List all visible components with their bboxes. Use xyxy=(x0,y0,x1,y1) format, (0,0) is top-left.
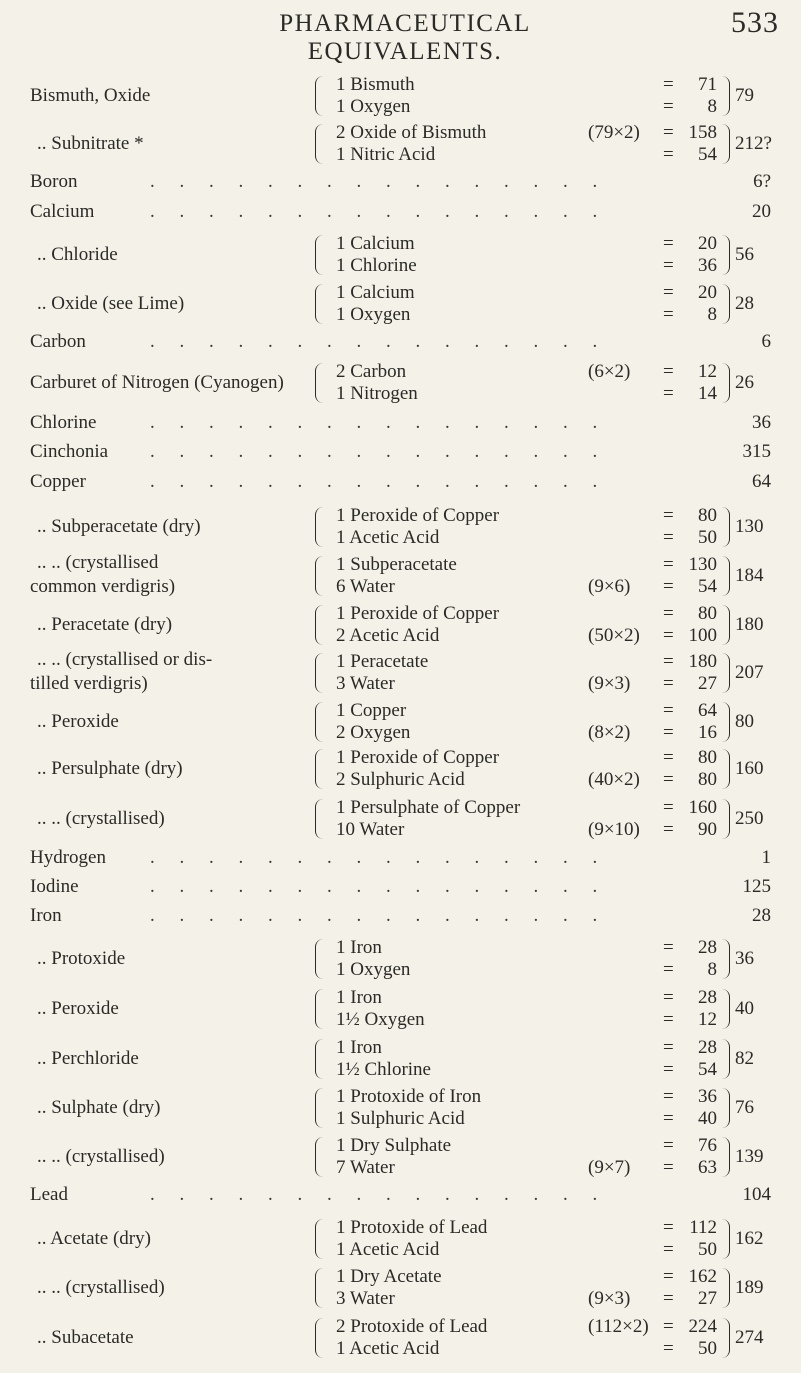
entry-name: .. Oxide (see Lime) xyxy=(37,293,185,314)
equivalent-value: 64 xyxy=(752,471,771,492)
leader-dots: . . . . . . . . . . . . . . . . xyxy=(150,471,608,492)
equals-sign: = xyxy=(663,304,674,325)
equivalent-value: 315 xyxy=(742,441,771,462)
grouping-brace xyxy=(315,653,328,693)
grouping-brace xyxy=(315,1268,328,1308)
equivalent-total: 250 xyxy=(735,808,764,829)
multiplier: (112×2) xyxy=(588,1316,649,1337)
component: 1 Oxygen xyxy=(336,96,411,117)
page-number: 533 xyxy=(731,6,779,39)
equals-sign: = xyxy=(663,722,674,743)
entry-name: .. Sulphate (dry) xyxy=(37,1097,161,1118)
component: 2 Oxygen xyxy=(336,722,411,743)
equals-sign: = xyxy=(663,769,674,790)
sum-brace xyxy=(719,1318,730,1358)
equals-sign: = xyxy=(663,576,674,597)
entry-name: .. Subnitrate * xyxy=(37,133,144,154)
component: 1 Protoxide of Iron xyxy=(336,1086,482,1107)
sum-brace xyxy=(719,702,730,742)
equivalent-total: 28 xyxy=(735,293,754,314)
equals-sign: = xyxy=(663,1217,674,1238)
page-header xyxy=(0,6,801,65)
grouping-brace xyxy=(315,284,328,324)
grouping-brace xyxy=(315,1088,328,1128)
component: 1 Peroxide of Copper xyxy=(336,505,500,526)
component-value: 8 xyxy=(707,304,717,325)
component-value: 27 xyxy=(698,1288,717,1309)
component-value: 16 xyxy=(698,722,717,743)
sum-brace xyxy=(719,556,730,596)
component-value: 28 xyxy=(698,1037,717,1058)
equals-sign: = xyxy=(663,1316,674,1337)
leader-dots: . . . . . . . . . . . . . . . . xyxy=(150,905,608,926)
equivalent-value: 104 xyxy=(742,1184,771,1205)
grouping-brace xyxy=(315,1219,328,1259)
equivalent-total: 207 xyxy=(735,662,764,683)
sum-brace xyxy=(719,235,730,275)
multiplier: (9×10) xyxy=(588,819,640,840)
equivalent-total: 80 xyxy=(735,711,754,732)
grouping-brace xyxy=(315,605,328,645)
entry-name: .. .. (crystallised or dis- xyxy=(37,649,213,670)
equivalent-total: 36 xyxy=(735,948,754,969)
equivalent-total: 160 xyxy=(735,758,764,779)
component-value: 28 xyxy=(698,987,717,1008)
component-value: 54 xyxy=(698,576,717,597)
leader-dots: . . . . . . . . . . . . . . . . xyxy=(150,441,608,462)
component-value: 54 xyxy=(698,144,717,165)
component-value: 64 xyxy=(698,700,717,721)
leader-dots: . . . . . . . . . . . . . . . . xyxy=(150,331,608,352)
grouping-brace xyxy=(315,124,328,164)
sum-brace xyxy=(719,124,730,164)
multiplier: (6×2) xyxy=(588,361,631,382)
equals-sign: = xyxy=(663,1288,674,1309)
component-value: 14 xyxy=(698,383,717,404)
equals-sign: = xyxy=(663,1157,674,1178)
equals-sign: = xyxy=(663,361,674,382)
multiplier: (40×2) xyxy=(588,769,640,790)
component-value: 90 xyxy=(698,819,717,840)
entry-name: Copper xyxy=(30,471,86,492)
equals-sign: = xyxy=(663,527,674,548)
entry-name: .. Peroxide xyxy=(37,711,119,732)
leader-dots: . . . . . . . . . . . . . . . . xyxy=(150,847,608,868)
component: 3 Water xyxy=(336,1288,395,1309)
component-value: 50 xyxy=(698,527,717,548)
equivalent-total: 139 xyxy=(735,1146,764,1167)
leader-dots: . . . . . . . . . . . . . . . . xyxy=(150,171,608,192)
entry-name: Iron xyxy=(30,905,62,926)
entry-name: Iodine xyxy=(30,876,79,897)
entry-name: Bismuth, Oxide xyxy=(30,85,151,106)
component-value: 20 xyxy=(698,233,717,254)
grouping-brace xyxy=(315,1039,328,1079)
entry-name: .. Perchloride xyxy=(37,1048,139,1069)
equals-sign: = xyxy=(663,1009,674,1030)
entry-name: .. Subacetate xyxy=(37,1327,134,1348)
grouping-brace xyxy=(315,363,328,403)
grouping-brace xyxy=(315,556,328,596)
equals-sign: = xyxy=(663,987,674,1008)
grouping-brace xyxy=(315,235,328,275)
component: 1 Dry Sulphate xyxy=(336,1135,452,1156)
grouping-brace xyxy=(315,1137,328,1177)
equals-sign: = xyxy=(663,603,674,624)
component-value: 80 xyxy=(698,505,717,526)
component: 1 Calcium xyxy=(336,282,415,303)
multiplier: (8×2) xyxy=(588,722,631,743)
equals-sign: = xyxy=(663,819,674,840)
equals-sign: = xyxy=(663,937,674,958)
sum-brace xyxy=(719,1088,730,1128)
equals-sign: = xyxy=(663,122,674,143)
component: 1 Nitric Acid xyxy=(336,144,436,165)
component: 1 Protoxide of Lead xyxy=(336,1217,488,1238)
component: 1 Iron xyxy=(336,937,382,958)
grouping-brace xyxy=(315,989,328,1029)
equivalent-value: 6? xyxy=(753,171,771,192)
entry-name: .. .. (crystallised xyxy=(37,552,159,573)
equals-sign: = xyxy=(663,1037,674,1058)
component: 1 Chlorine xyxy=(336,255,417,276)
component-value: 180 xyxy=(688,651,717,672)
component-value: 28 xyxy=(698,937,717,958)
equivalent-total: 40 xyxy=(735,998,754,1019)
sum-brace xyxy=(719,939,730,979)
sum-brace xyxy=(719,507,730,547)
grouping-brace xyxy=(315,1318,328,1358)
multiplier: (9×3) xyxy=(588,1288,631,1309)
equivalent-total: 274 xyxy=(735,1327,764,1348)
equivalent-total: 76 xyxy=(735,1097,754,1118)
equals-sign: = xyxy=(663,673,674,694)
entry-name: Boron xyxy=(30,171,78,192)
equivalent-total: 162 xyxy=(735,1228,764,1249)
equals-sign: = xyxy=(663,1108,674,1129)
entry-name: .. Peroxide xyxy=(37,998,119,1019)
equals-sign: = xyxy=(663,747,674,768)
equals-sign: = xyxy=(663,255,674,276)
equivalent-total: 130 xyxy=(735,516,764,537)
entry-name: Carbon xyxy=(30,331,86,352)
component-value: 71 xyxy=(698,74,717,95)
sum-brace xyxy=(719,284,730,324)
component: 1 Subperacetate xyxy=(336,554,457,575)
component: 1 Sulphuric Acid xyxy=(336,1108,465,1129)
component: 1 Acetic Acid xyxy=(336,527,440,548)
component: 3 Water xyxy=(336,673,395,694)
component: 1½ Chlorine xyxy=(336,1059,431,1080)
leader-dots: . . . . . . . . . . . . . . . . xyxy=(150,1184,608,1205)
component: 2 Sulphuric Acid xyxy=(336,769,465,790)
component: 1 Peroxide of Copper xyxy=(336,747,500,768)
equivalent-value: 125 xyxy=(742,876,771,897)
equals-sign: = xyxy=(663,282,674,303)
component: 1 Copper xyxy=(336,700,407,721)
sum-brace xyxy=(719,653,730,693)
grouping-brace xyxy=(315,507,328,547)
equals-sign: = xyxy=(663,700,674,721)
entry-name: Lead xyxy=(30,1184,68,1205)
component-value: 160 xyxy=(688,797,717,818)
sum-brace xyxy=(719,1039,730,1079)
equivalent-total: 189 xyxy=(735,1277,764,1298)
running-title: PHARMACEUTICAL EQUIVALENTS. xyxy=(279,10,531,65)
multiplier: (50×2) xyxy=(588,625,640,646)
component-value: 50 xyxy=(698,1338,717,1359)
entry-name: .. .. (crystallised) xyxy=(37,808,165,829)
leader-dots: . . . . . . . . . . . . . . . . xyxy=(150,876,608,897)
component: 1 Iron xyxy=(336,1037,382,1058)
component: 1 Bismuth xyxy=(336,74,415,95)
entry-name-continued: common verdigris) xyxy=(30,576,176,597)
grouping-brace xyxy=(315,76,328,116)
equivalent-value: 28 xyxy=(752,905,771,926)
entry-name: .. Acetate (dry) xyxy=(37,1228,151,1249)
equals-sign: = xyxy=(663,1086,674,1107)
entry-name: Carburet of Nitrogen (Cyanogen) xyxy=(30,372,284,393)
equivalent-value: 36 xyxy=(752,412,771,433)
entry-name: Calcium xyxy=(30,201,95,222)
component-value: 80 xyxy=(698,747,717,768)
leader-dots: . . . . . . . . . . . . . . . . xyxy=(150,412,608,433)
equivalent-total: 180 xyxy=(735,614,764,635)
entry-name: .. Peracetate (dry) xyxy=(37,614,173,635)
component-value: 50 xyxy=(698,1239,717,1260)
component-value: 162 xyxy=(688,1266,717,1287)
sum-brace xyxy=(719,1268,730,1308)
equals-sign: = xyxy=(663,1266,674,1287)
equals-sign: = xyxy=(663,96,674,117)
component-value: 36 xyxy=(698,1086,717,1107)
equals-sign: = xyxy=(663,554,674,575)
equivalent-total: 184 xyxy=(735,565,764,586)
component-value: 112 xyxy=(689,1217,717,1238)
component: 1½ Oxygen xyxy=(336,1009,425,1030)
component-value: 27 xyxy=(698,673,717,694)
entry-name: .. Protoxide xyxy=(37,948,126,969)
sum-brace xyxy=(719,799,730,839)
sum-brace xyxy=(719,989,730,1029)
component-value: 158 xyxy=(688,122,717,143)
component: 1 Calcium xyxy=(336,233,415,254)
multiplier: (79×2) xyxy=(588,122,640,143)
equals-sign: = xyxy=(663,233,674,254)
equals-sign: = xyxy=(663,383,674,404)
component: 1 Peroxide of Copper xyxy=(336,603,500,624)
component: 1 Acetic Acid xyxy=(336,1338,440,1359)
component-value: 100 xyxy=(688,625,717,646)
equals-sign: = xyxy=(663,1059,674,1080)
component: 2 Carbon xyxy=(336,361,407,382)
equals-sign: = xyxy=(663,505,674,526)
component: 7 Water xyxy=(336,1157,395,1178)
component: 2 Oxide of Bismuth xyxy=(336,122,487,143)
sum-brace xyxy=(719,76,730,116)
sum-brace xyxy=(719,605,730,645)
component-value: 12 xyxy=(698,361,717,382)
component: 1 Iron xyxy=(336,987,382,1008)
component: 1 Dry Acetate xyxy=(336,1266,442,1287)
equivalent-total: 56 xyxy=(735,244,754,265)
equivalent-total: 26 xyxy=(735,372,754,393)
entry-name: .. .. (crystallised) xyxy=(37,1277,165,1298)
entry-name: Cinchonia xyxy=(30,441,109,462)
equivalent-value: 20 xyxy=(752,201,771,222)
equals-sign: = xyxy=(663,797,674,818)
component: 1 Oxygen xyxy=(336,959,411,980)
component: 1 Acetic Acid xyxy=(336,1239,440,1260)
equals-sign: = xyxy=(663,74,674,95)
grouping-brace xyxy=(315,799,328,839)
equivalent-total: 79 xyxy=(735,85,754,106)
multiplier: (9×3) xyxy=(588,673,631,694)
equals-sign: = xyxy=(663,1239,674,1260)
leader-dots: . . . . . . . . . . . . . . . . xyxy=(150,201,608,222)
component: 10 Water xyxy=(336,819,405,840)
entry-name: .. .. (crystallised) xyxy=(37,1146,165,1167)
sum-brace xyxy=(719,1219,730,1259)
grouping-brace xyxy=(315,749,328,789)
component: 1 Nitrogen xyxy=(336,383,418,404)
multiplier: (9×7) xyxy=(588,1157,631,1178)
component: 6 Water xyxy=(336,576,395,597)
entry-name-continued: tilled verdigris) xyxy=(30,673,148,694)
equals-sign: = xyxy=(663,959,674,980)
component-value: 76 xyxy=(698,1135,717,1156)
component-value: 130 xyxy=(688,554,717,575)
component: 1 Oxygen xyxy=(336,304,411,325)
entry-name: .. Persulphate (dry) xyxy=(37,758,183,779)
component: 2 Protoxide of Lead xyxy=(336,1316,488,1337)
multiplier: (9×6) xyxy=(588,576,631,597)
equals-sign: = xyxy=(663,1338,674,1359)
equals-sign: = xyxy=(663,625,674,646)
equals-sign: = xyxy=(663,651,674,672)
component: 1 Peracetate xyxy=(336,651,429,672)
component-value: 80 xyxy=(698,603,717,624)
equivalent-value: 1 xyxy=(761,847,771,868)
equals-sign: = xyxy=(663,1135,674,1156)
equivalent-total: 82 xyxy=(735,1048,754,1069)
component-value: 8 xyxy=(707,959,717,980)
entry-name: Chlorine xyxy=(30,412,97,433)
grouping-brace xyxy=(315,702,328,742)
component-value: 20 xyxy=(698,282,717,303)
component-value: 36 xyxy=(698,255,717,276)
component-value: 12 xyxy=(698,1009,717,1030)
sum-brace xyxy=(719,749,730,789)
entry-name: .. Chloride xyxy=(37,244,118,265)
equals-sign: = xyxy=(663,144,674,165)
component-value: 8 xyxy=(707,96,717,117)
component-value: 54 xyxy=(698,1059,717,1080)
sum-brace xyxy=(719,363,730,403)
component: 2 Acetic Acid xyxy=(336,625,440,646)
component-value: 63 xyxy=(698,1157,717,1178)
grouping-brace xyxy=(315,939,328,979)
sum-brace xyxy=(719,1137,730,1177)
component-value: 80 xyxy=(698,769,717,790)
component: 1 Persulphate of Copper xyxy=(336,797,521,818)
equivalent-total: 212? xyxy=(735,133,772,154)
component-value: 40 xyxy=(698,1108,717,1129)
entry-name: .. Subperacetate (dry) xyxy=(37,516,201,537)
component-value: 224 xyxy=(688,1316,717,1337)
entry-name: Hydrogen xyxy=(30,847,106,868)
equivalent-value: 6 xyxy=(761,331,771,352)
